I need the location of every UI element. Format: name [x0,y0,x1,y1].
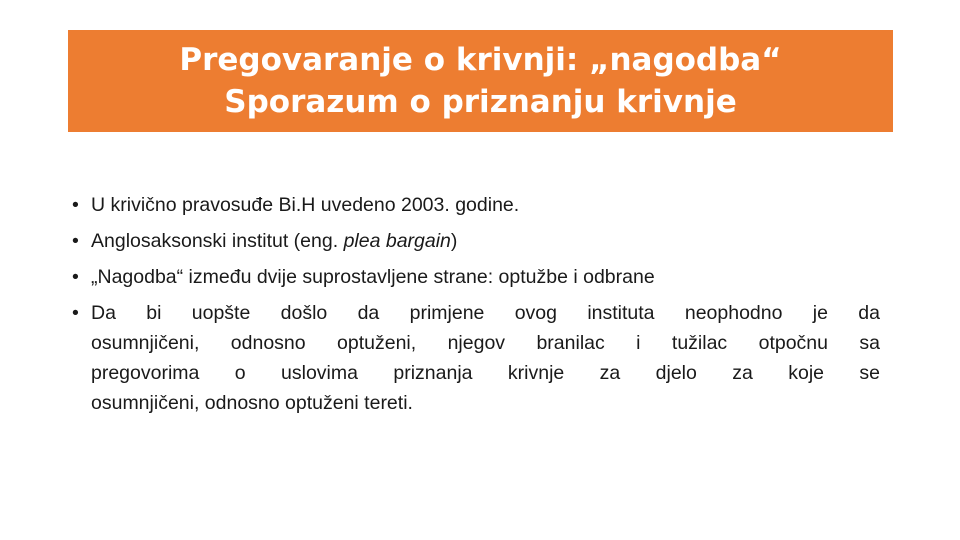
bullet-text-line: osumnjičeni, odnosno optuženi, njegov branilac i tužilac otpočnu sa [91,332,880,354]
bullet-item-2 [72,223,880,259]
title-banner [68,30,893,132]
bullet-marker: • [72,266,79,288]
bullet-item-4 [72,295,880,418]
bullet-text-end: ) [450,230,458,252]
slide-title-line-1: Pregovaranje o krivnji: „nagodba“ [179,42,782,78]
bullet-marker: • [72,230,79,252]
bullet-text-line: osumnjičeni, odnosno optuženi tereti. [91,392,413,414]
bullet-item-1 [72,187,880,223]
slide-title-line-2: Sporazum o priznanju krivnje [224,84,737,120]
bullet-list [72,187,880,418]
bullet-text-line: Da bi uopšte došlo da primjene ovog instituta neophodno je da [91,302,880,324]
bullet-marker: • [72,302,79,324]
bullet-marker: • [72,194,79,216]
bullet-item-3 [72,259,880,295]
bullet-text-line: pregovorima o uslovima priznanja krivnje za djelo za koje se [91,362,880,384]
bullet-text: Anglosaksonski institut (eng. [91,230,344,252]
bullet-text-italic: plea bargain [343,230,451,252]
bullet-paragraph [91,298,880,418]
bullet-text: U krivično pravosuđe Bi.H uvedeno 2003. godine. [91,194,520,216]
bullet-text: „Nagodba“ između dvije suprostavljene strane: optužbe i odbrane [91,266,655,288]
